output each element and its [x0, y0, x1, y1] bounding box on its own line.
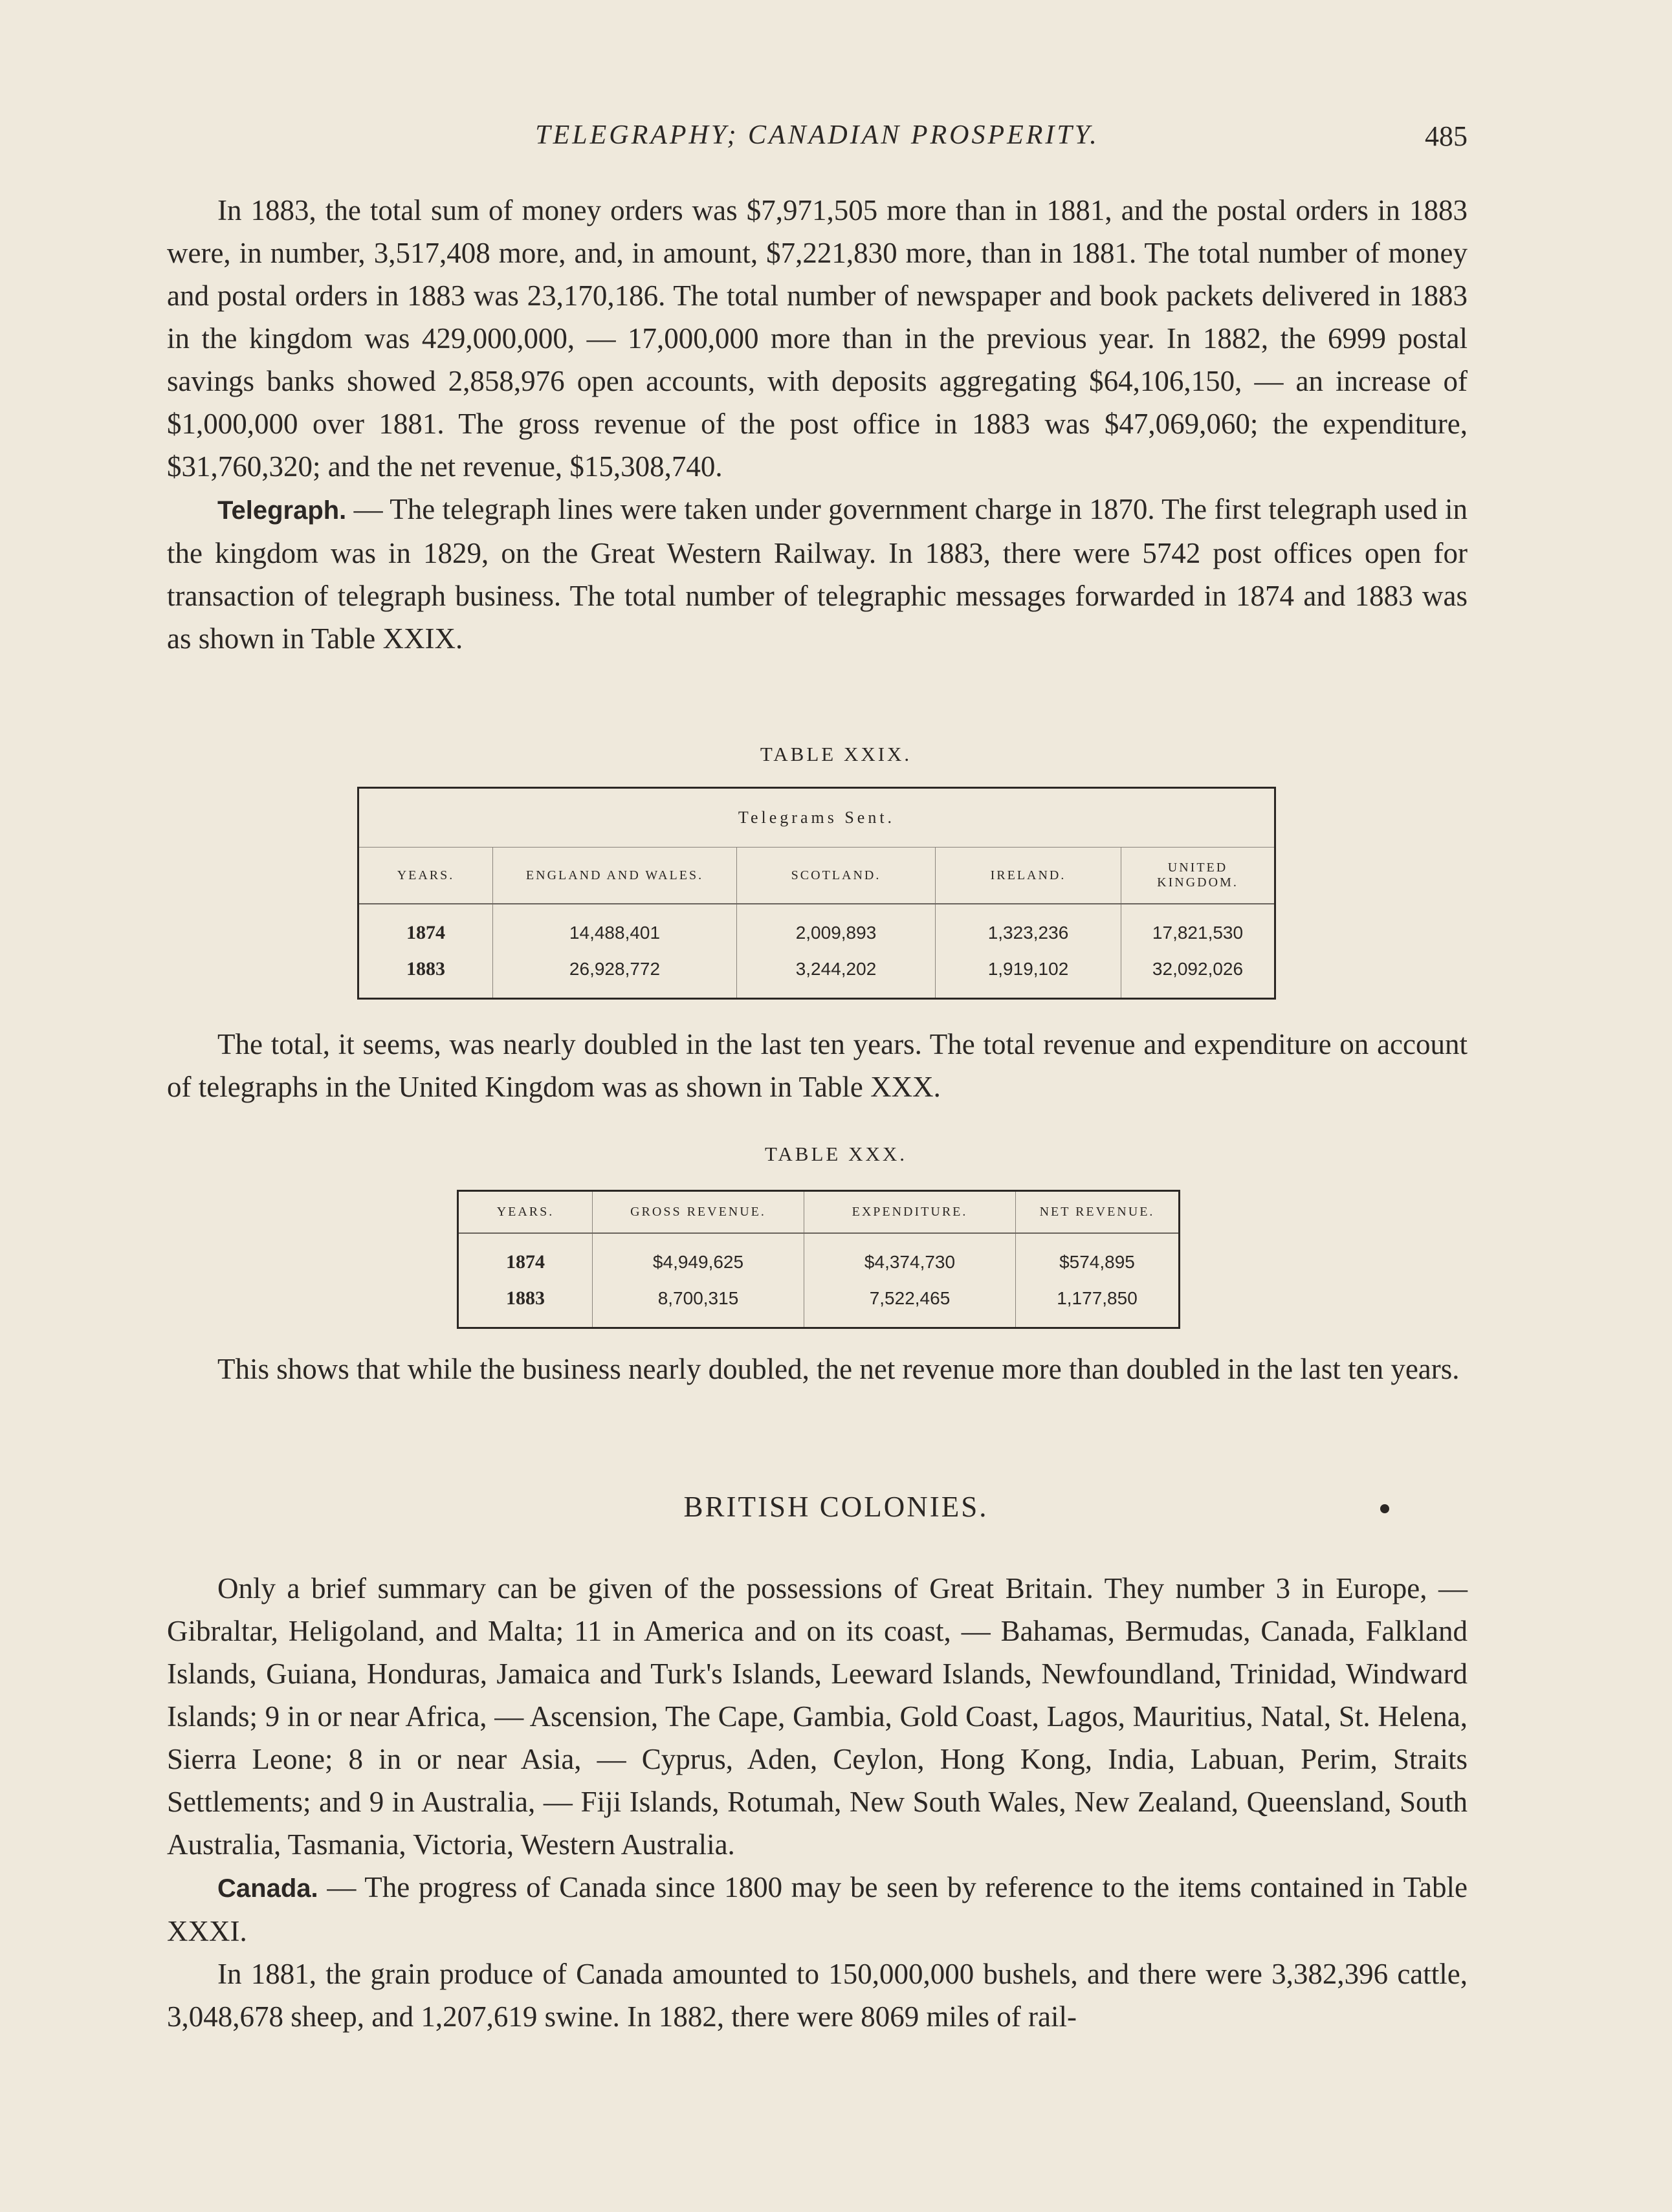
table-29-cell: 2,009,893: [737, 904, 936, 951]
table-30-header-net: NET REVENUE.: [1016, 1191, 1180, 1234]
table-30-header-gross: GROSS REVENUE.: [593, 1191, 804, 1234]
printed-dot: [1380, 1504, 1389, 1513]
body-text-top: [167, 189, 1468, 660]
table-29-header-england: ENGLAND AND WALES.: [493, 848, 737, 904]
table-30-cell: 7,522,465: [804, 1280, 1016, 1328]
table-29-cell: 1,323,236: [936, 904, 1121, 951]
table-29-cell: 1883: [358, 951, 493, 999]
paragraph-telegraph-total: The total, it seems, was nearly doubled in the last ten years. The total revenue and expenditure on account of telegraphs in the United Kingdom was as shown in Table XXX.: [167, 1028, 1468, 1103]
table-row: [358, 951, 1275, 999]
table-29-header-years: YEARS.: [358, 848, 493, 904]
table-29-caption: TABLE XXIX.: [760, 743, 912, 765]
table-29-cell: 1,919,102: [936, 951, 1121, 999]
table-29-cell: 26,928,772: [493, 951, 737, 999]
table-30-cell: 8,700,315: [593, 1280, 804, 1328]
canada-heading: Canada.: [217, 1874, 318, 1903]
table-row: [458, 1280, 1180, 1328]
table-row: [358, 904, 1275, 951]
body-text-mid: [167, 1023, 1468, 1108]
table-29-cell: 32,092,026: [1152, 959, 1244, 979]
body-text-after-tables: [167, 1348, 1468, 1390]
table-29-header-uk: UNITED KINGDOM.: [1121, 848, 1275, 904]
table-30-cell: 1883: [458, 1280, 593, 1328]
body-text-colonies: [167, 1567, 1468, 2038]
page-header: [167, 120, 1468, 159]
section-title: BRITISH COLONIES.: [683, 1491, 989, 1523]
table-30-cell: $4,374,730: [804, 1233, 1016, 1280]
paragraph-grain: In 1881, the grain produce of Canada amounted to 150,000,000 bushels, and there were 3,382,396 cattle, 3,048,678 sheep, and 1,207,619 swine. In 1882, there were 8069 miles of rail-: [167, 1958, 1468, 2033]
table-row: [458, 1233, 1180, 1280]
paragraph-canada: [167, 1866, 1468, 1953]
table-29-span-header: Telegrams Sent.: [358, 788, 1275, 848]
running-head: TELEGRAPHY; CANADIAN PROSPERITY.: [535, 120, 1099, 150]
telegraph-text: — The telegraph lines were taken under government charge in 1870. The first telegraph used in the kingdom was in 1829, on the Great Western Railway. In 1883, there were 5742 post offices open for transaction of telegraph business. The total number of telegraphic messages forwarded in 1874 and 1883 was as shown in Table XXIX.: [167, 493, 1468, 655]
table-30-header-expenditure: EXPENDITURE.: [804, 1191, 1016, 1234]
page-number: 485: [1425, 120, 1468, 152]
table-30-cell: 1874: [458, 1233, 593, 1280]
table-29-cell: 14,488,401: [493, 904, 737, 951]
table-29-header-ireland: IRELAND.: [936, 848, 1121, 904]
table-30-cell: $4,949,625: [593, 1233, 804, 1280]
telegraph-heading: Telegraph.: [217, 496, 347, 525]
paragraph-net-revenue: This shows that while the business nearly doubled, the net revenue more than doubled in the last ten years.: [217, 1353, 1460, 1385]
table-29-cell: 3,244,202: [737, 951, 936, 999]
paragraph-colonies: Only a brief summary can be given of the possessions of Great Britain. They number 3 in Europe, — Gibraltar, Heligoland, and Malta; 11 in America and on its coast, — Bahamas, Bermudas, Canada, Falkland Islands, Guiana, Honduras, Jamaica and Turk's Islands, Leeward Islands, Newfoundland, Trinidad, Windward Islands; 9 in or near Africa, — Ascension, The Cape, Gambia, Gold Coast, Lagos, Mauritius, Natal, St. Helena, Sierra Leone; 8 in or near Asia, — Cyprus, Aden, Ceylon, Hong Kong, India, Labuan, Perim, Straits Settlements; and 9 in Australia, — Fiji Islands, Rotumah, New South Wales, New Zealand, Queensland, South Australia, Tasmania, Victoria, Western Australia.: [167, 1572, 1468, 1861]
table-29-cell: 1874: [358, 904, 493, 951]
paragraph-postal-orders: In 1883, the total sum of money orders was $7,971,505 more than in 1881, and the postal orders in 1883 were, in number, 3,517,408 more, and, in amount, $7,221,830 more, than in 1881. The total number of money and postal orders in 1883 was 23,170,186. The total number of newspaper and book packets delivered in 1883 in the kingdom was 429,000,000, — 17,000,000 more than in the previous year. In 1882, the 6999 postal savings banks showed 2,858,976 open accounts, with deposits aggregating $64,106,150, — an increase of $1,000,000 over 1881. The gross revenue of the post office in 1883 was $47,069,060; the expenditure, $31,760,320; and the net revenue, $15,308,740.: [167, 194, 1468, 483]
paragraph-telegraph: [167, 488, 1468, 660]
table-30: [457, 1190, 1180, 1329]
table-30-header-years: YEARS.: [458, 1191, 593, 1234]
table-29-header-scotland: SCOTLAND.: [737, 848, 936, 904]
table-30-caption: TABLE XXX.: [764, 1143, 908, 1165]
canada-text: — The progress of Canada since 1800 may be seen by reference to the items contained in Table XXXI.: [167, 1871, 1468, 1947]
table-30-cell: 1,177,850: [1057, 1288, 1138, 1308]
table-30-cell: $574,895: [1059, 1252, 1135, 1272]
table-29: [357, 787, 1276, 1000]
table-29-cell: 17,821,530: [1152, 923, 1244, 943]
